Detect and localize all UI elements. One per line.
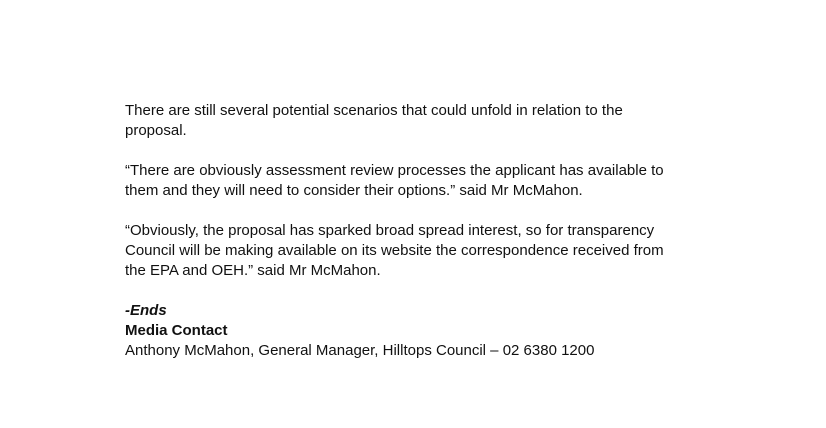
text-line: the EPA and OEH.” said Mr McMahon. (125, 262, 381, 279)
closing-section (125, 301, 725, 361)
media-contact-heading: Media Contact (125, 322, 228, 339)
document-body (125, 101, 725, 361)
media-contact-details: Anthony McMahon, General Manager, Hilltops Council – 02 6380 1200 (125, 342, 595, 359)
text-line: Council will be making available on its website the correspondence received from (125, 242, 664, 259)
paragraph-assessment-quote (125, 161, 725, 201)
paragraph-scenarios (125, 101, 725, 141)
text-line: “Obviously, the proposal has sparked broad spread interest, so for transparency (125, 222, 655, 239)
text-line: “There are obviously assessment review processes the applicant has available to (125, 162, 664, 179)
ends-marker: -Ends (125, 302, 167, 319)
text-line: There are still several potential scenarios that could unfold in relation to the (125, 102, 623, 119)
paragraph-transparency-quote (125, 221, 725, 281)
text-line: proposal. (125, 122, 187, 139)
text-line: them and they will need to consider their options.” said Mr McMahon. (125, 182, 583, 199)
